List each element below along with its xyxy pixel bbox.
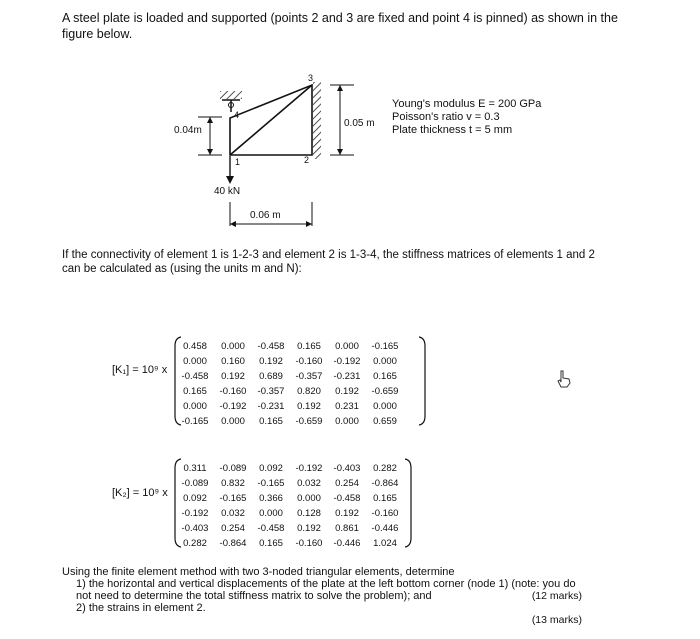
matrix-k1-cell: 0.000	[183, 401, 207, 412]
matrix-k2-cell: -0.160	[371, 508, 399, 519]
matrix-k2-cell: 0.092	[259, 463, 283, 474]
matrix-k2-cell: -0.403	[333, 463, 361, 474]
matrix-k1-cell: 0.192	[259, 356, 283, 367]
matrix-k2-cell: 0.832	[221, 478, 245, 489]
matrix-k2-cell: -0.192	[295, 463, 323, 474]
matrix-k2-cell: -0.089	[219, 463, 247, 474]
matrix-k2-cell: 0.282	[183, 538, 207, 549]
matrix-k1-cell: 0.000	[221, 341, 245, 352]
matrix-k2-cell: -0.446	[371, 523, 399, 534]
matrix-k1-cell: -0.165	[371, 341, 399, 352]
matrix-k2-cell: 0.861	[335, 523, 359, 534]
matrix-k2-cell: 0.032	[221, 508, 245, 519]
matrix-k2-cell: -0.165	[219, 493, 247, 504]
matrix-k1-label: [K₁] = 10⁹ x	[112, 364, 168, 376]
matrix-k2-cell: -0.089	[181, 478, 209, 489]
matrix-k1-cell: -0.659	[371, 386, 399, 397]
node-label-4: 4	[234, 110, 240, 120]
matrix-k2-cell: 0.000	[259, 508, 283, 519]
dim-height-left-label: 0.04m	[174, 125, 202, 136]
matrix-k2-cell: 0.032	[297, 478, 321, 489]
node-label-2: 2	[304, 155, 310, 165]
matrix-k1-cell: 0.160	[221, 356, 245, 367]
matrix-k2-right-brace	[404, 458, 414, 548]
matrix-k1-cell: 0.165	[183, 386, 207, 397]
plate-figure	[0, 0, 700, 240]
matrix-k1-cell: -0.192	[333, 356, 361, 367]
matrix-k1-cell: -0.357	[257, 386, 285, 397]
matrix-k1-cell: 0.192	[335, 386, 359, 397]
matrix-k1-cell: 0.192	[297, 401, 321, 412]
matrix-k1-cell: 0.689	[259, 371, 283, 382]
matrix-k2-cell: 0.282	[373, 463, 397, 474]
matrix-k1-cell: -0.160	[219, 386, 247, 397]
matrix-k2-cell: -0.192	[181, 508, 209, 519]
load-label: 40 kN	[214, 186, 241, 197]
matrix-k1-cell: 0.000	[373, 401, 397, 412]
matrix-k1-cell: 0.000	[335, 341, 359, 352]
matrix-k2	[176, 462, 404, 550]
matrix-k1-cell: 0.165	[373, 371, 397, 382]
matrix-k1-right-brace	[418, 336, 428, 426]
matrix-k1-cell: -0.231	[333, 371, 361, 382]
matrix-k1-cell: 0.000	[221, 416, 245, 427]
load-arrow	[226, 156, 234, 184]
matrix-k2-cell: 0.000	[297, 493, 321, 504]
task-section	[62, 566, 582, 626]
matrix-k2-cell: 0.254	[335, 478, 359, 489]
matrix-k1-cell: -0.160	[295, 356, 323, 367]
matrix-k2-cell: 0.092	[183, 493, 207, 504]
matrix-k2-cell: 0.254	[221, 523, 245, 534]
task-item-1-text: 1) the horizontal and vertical displacements of the plate at the left bottom corner (node 1) (note: you do not need to determine the total stiffness matrix to solve the problem); and	[76, 578, 576, 602]
task-item-2	[76, 602, 582, 614]
hand-cursor-icon	[556, 370, 572, 388]
dimension-height-left	[198, 117, 222, 155]
matrix-k2-label: [K₂] = 10⁹ x	[112, 487, 168, 499]
matrix-k2-cell: -0.446	[333, 538, 361, 549]
matrix-k2-cell: -0.864	[371, 478, 399, 489]
matrix-k1-cell: 0.231	[335, 401, 359, 412]
matrix-k1-cell: -0.231	[257, 401, 285, 412]
matrix-k1-cell: 0.820	[297, 386, 321, 397]
matrix-k1-cell: 0.000	[335, 416, 359, 427]
node-label-3: 3	[308, 73, 314, 83]
task-item-1-marks: (12 marks)	[531, 590, 582, 602]
material-properties	[392, 98, 541, 137]
matrix-k2-cell: 0.165	[373, 493, 397, 504]
element-diagonal	[230, 85, 312, 155]
matrix-k1-cell: -0.458	[181, 371, 209, 382]
matrix-k1-cell: 0.659	[373, 416, 397, 427]
matrix-k1	[176, 340, 404, 428]
problem-intro: A steel plate is loaded and supported (points 2 and 3 are fixed and point 4 is pinned) as shown in the figure below.	[62, 11, 618, 41]
matrix-k2-cell: -0.864	[219, 538, 247, 549]
matrix-k1-cell: 0.458	[183, 341, 207, 352]
youngs-modulus: Young's modulus E = 200 GPa	[392, 98, 542, 110]
dim-width-label: 0.06 m	[250, 210, 281, 221]
task-item-2-text: 2) the strains in element 2.	[76, 602, 206, 614]
pin-support	[220, 91, 242, 112]
matrix-k2-cell: -0.458	[333, 493, 361, 504]
task-item-2-marks: (13 marks)	[531, 614, 582, 626]
matrix-k2-cell: 1.024	[373, 538, 397, 549]
matrix-k2-cell: 0.311	[183, 463, 207, 474]
matrix-k2-cell: -0.160	[295, 538, 323, 549]
plate-thickness: Plate thickness t = 5 mm	[392, 124, 513, 136]
matrix-k2-cell: 0.128	[297, 508, 321, 519]
fixed-support	[313, 82, 321, 159]
matrix-k2-cell: 0.366	[259, 493, 283, 504]
matrix-k1-cell: -0.165	[181, 416, 209, 427]
task-intro: Using the finite element method with two 3-noded triangular elements, determine	[62, 566, 455, 578]
matrix-k1-cell: -0.659	[295, 416, 323, 427]
matrix-k1-cell: 0.165	[259, 416, 283, 427]
matrix-k1-cell: -0.357	[295, 371, 323, 382]
matrix-k2-cell: -0.403	[181, 523, 209, 534]
matrix-k2-cell: 0.165	[259, 538, 283, 549]
matrix-k1-cell: 0.000	[183, 356, 207, 367]
matrix-k2-cell: -0.458	[257, 523, 285, 534]
matrix-k1-cell: 0.165	[297, 341, 321, 352]
matrix-k1-cell: -0.192	[219, 401, 247, 412]
dim-height-right-label: 0.05 m	[344, 118, 375, 129]
matrix-k1-cell: -0.458	[257, 341, 285, 352]
matrix-k1-cell: 0.192	[221, 371, 245, 382]
matrix-k2-cell: 0.192	[335, 508, 359, 519]
poissons-ratio: Poisson's ratio v = 0.3	[392, 111, 500, 123]
matrix-k1-cell: 0.000	[373, 356, 397, 367]
matrix-k2-cell: 0.192	[297, 523, 321, 534]
matrix-k2-cell: -0.165	[257, 478, 285, 489]
connectivity-text: If the connectivity of element 1 is 1-2-3 and element 2 is 1-3-4, the stiffness matrices of elements 1 and 2 can be calculated as (using the units m and N):	[62, 249, 595, 275]
node-label-1: 1	[235, 157, 241, 167]
